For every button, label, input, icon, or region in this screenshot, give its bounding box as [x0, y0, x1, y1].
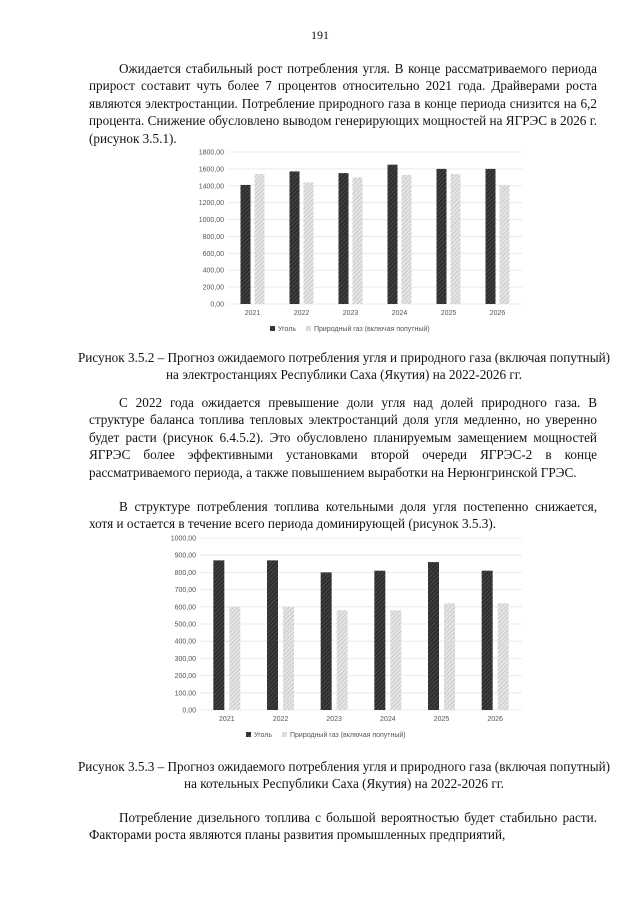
x-tick-label: 2021 [219, 716, 235, 723]
y-tick-label: 1400,00 [198, 183, 224, 191]
y-tick-label: 600,00 [174, 604, 196, 612]
y-tick-label: 500,00 [174, 621, 196, 629]
bar-coal-2026 [486, 169, 496, 304]
x-tick-label: 2025 [433, 716, 450, 723]
x-tick-label: 2026 [489, 310, 506, 317]
y-tick-label: 1600,00 [198, 166, 224, 174]
bar-coal-2021 [213, 560, 224, 710]
bar-gas-2021 [255, 174, 265, 304]
legend-swatch-coal [270, 326, 275, 331]
x-tick-label: 2022 [272, 716, 289, 723]
y-tick-label: 200,00 [174, 673, 196, 681]
bar-gas-2026 [500, 185, 510, 304]
paragraph-coal-growth: Ожидается стабильный рост потребления угля. В конце рассматриваемого периода прирост составит чуть более 7 процентов относительно 2021 года. Драйверами роста являются электростанции. Потребление природного газа в конце периода снизится на 6,2 процента. Снижение обусловлено выводом генерирующих мощностей на ЯГРЭС в 2026 г. (рисунок 3.5.1). [89, 61, 597, 146]
y-tick-label: 700,00 [174, 587, 196, 595]
x-tick-label: 2024 [391, 310, 408, 317]
y-tick-label: 200,00 [202, 284, 224, 292]
legend-label-coal: Уголь [254, 732, 273, 739]
bar-coal-2023 [339, 173, 349, 304]
x-tick-label: 2023 [342, 310, 359, 317]
y-tick-label: 900,00 [174, 552, 196, 560]
x-tick-label: 2025 [440, 310, 457, 317]
y-tick-label: 0,00 [210, 301, 224, 309]
x-tick-label: 2023 [326, 716, 342, 723]
bar-coal-2022 [290, 171, 300, 304]
bar-gas-2022 [304, 182, 314, 304]
bar-coal-2024 [388, 165, 398, 304]
y-tick-label: 300,00 [174, 655, 196, 663]
x-tick-label: 2021 [244, 310, 261, 317]
paragraph-boilers: В структуре потребления топлива котельными доля угля постепенно снижается, хотя и остается в течение всего периода доминирующей (рисунок 3.5.3). [89, 499, 597, 532]
paragraph-diesel: Потребление дизельного топлива с большой вероятностью будет стабильно расти. Факторами роста являются планы развития промышленных предприятий, [89, 810, 597, 843]
bar-gas-2025 [451, 174, 461, 304]
legend-label-gas: Природный газ (включая попутный) [314, 326, 430, 333]
bar-gas-2025 [444, 603, 455, 710]
bar-gas-2023 [337, 610, 348, 710]
bar-coal-2022 [267, 560, 278, 710]
legend-swatch-gas [306, 326, 311, 331]
y-tick-label: 100,00 [174, 690, 196, 698]
bar-coal-2023 [321, 572, 332, 710]
figure-caption-3-5-3: Рисунок 3.5.3 – Прогноз ожидаемого потребления угля и природного газа (включая попутный) на котельных Республики Саха (Якутия) на 2022-2026 гг. [77, 759, 611, 792]
legend-label-coal: Уголь [278, 326, 297, 333]
bar-gas-2021 [229, 607, 240, 710]
bar-gas-2024 [402, 175, 412, 304]
chart-boiler-houses [158, 530, 528, 752]
x-tick-label: 2026 [487, 716, 503, 723]
bar-coal-2025 [437, 169, 447, 304]
legend-swatch-coal [246, 732, 251, 737]
y-tick-label: 600,00 [202, 250, 224, 258]
bar-gas-2024 [390, 610, 401, 710]
legend-label-gas: Природный газ (включая попутный) [290, 732, 406, 739]
bar-gas-2026 [498, 603, 509, 710]
bar-gas-2022 [283, 607, 294, 710]
chart-power-plants [188, 146, 528, 344]
y-tick-label: 400,00 [174, 638, 196, 646]
y-tick-label: 1000,00 [170, 535, 196, 543]
figure-caption-3-5-2: Рисунок 3.5.2 – Прогноз ожидаемого потребления угля и природного газа (включая попутный) на электростанциях Республики Саха (Якутия) на 2022-2026 гг. [77, 350, 611, 383]
bar-coal-2024 [374, 571, 385, 710]
y-tick-label: 400,00 [202, 267, 224, 275]
y-tick-label: 1800,00 [198, 149, 224, 157]
bar-gas-2023 [353, 177, 363, 304]
bar-coal-2021 [241, 185, 251, 304]
y-tick-label: 1200,00 [198, 200, 224, 208]
paragraph-coal-share: С 2022 года ожидается превышение доли угля над долей природного газа. В структуре баланса топлива тепловых электростанций доля угля медленно, но уверенно будет расти (рисунок 6.4.5.2). Это обусловлено планируемым замещением мощностей ЯГРЭС более эффективными установками второй очереди ЯГРЭС-2 в конце рассматриваемого периода, а также повышением выработки на Нерюнгринской ГРЭС. [89, 395, 597, 480]
bar-coal-2026 [482, 571, 493, 710]
page-number: 191 [311, 28, 329, 42]
legend-swatch-gas [282, 732, 287, 737]
y-tick-label: 0,00 [182, 707, 196, 715]
y-tick-label: 800,00 [202, 233, 224, 241]
x-tick-label: 2024 [380, 716, 396, 723]
x-tick-label: 2022 [293, 310, 310, 317]
y-tick-label: 1000,00 [198, 217, 224, 225]
y-tick-label: 800,00 [174, 569, 196, 577]
bar-coal-2025 [428, 562, 439, 710]
